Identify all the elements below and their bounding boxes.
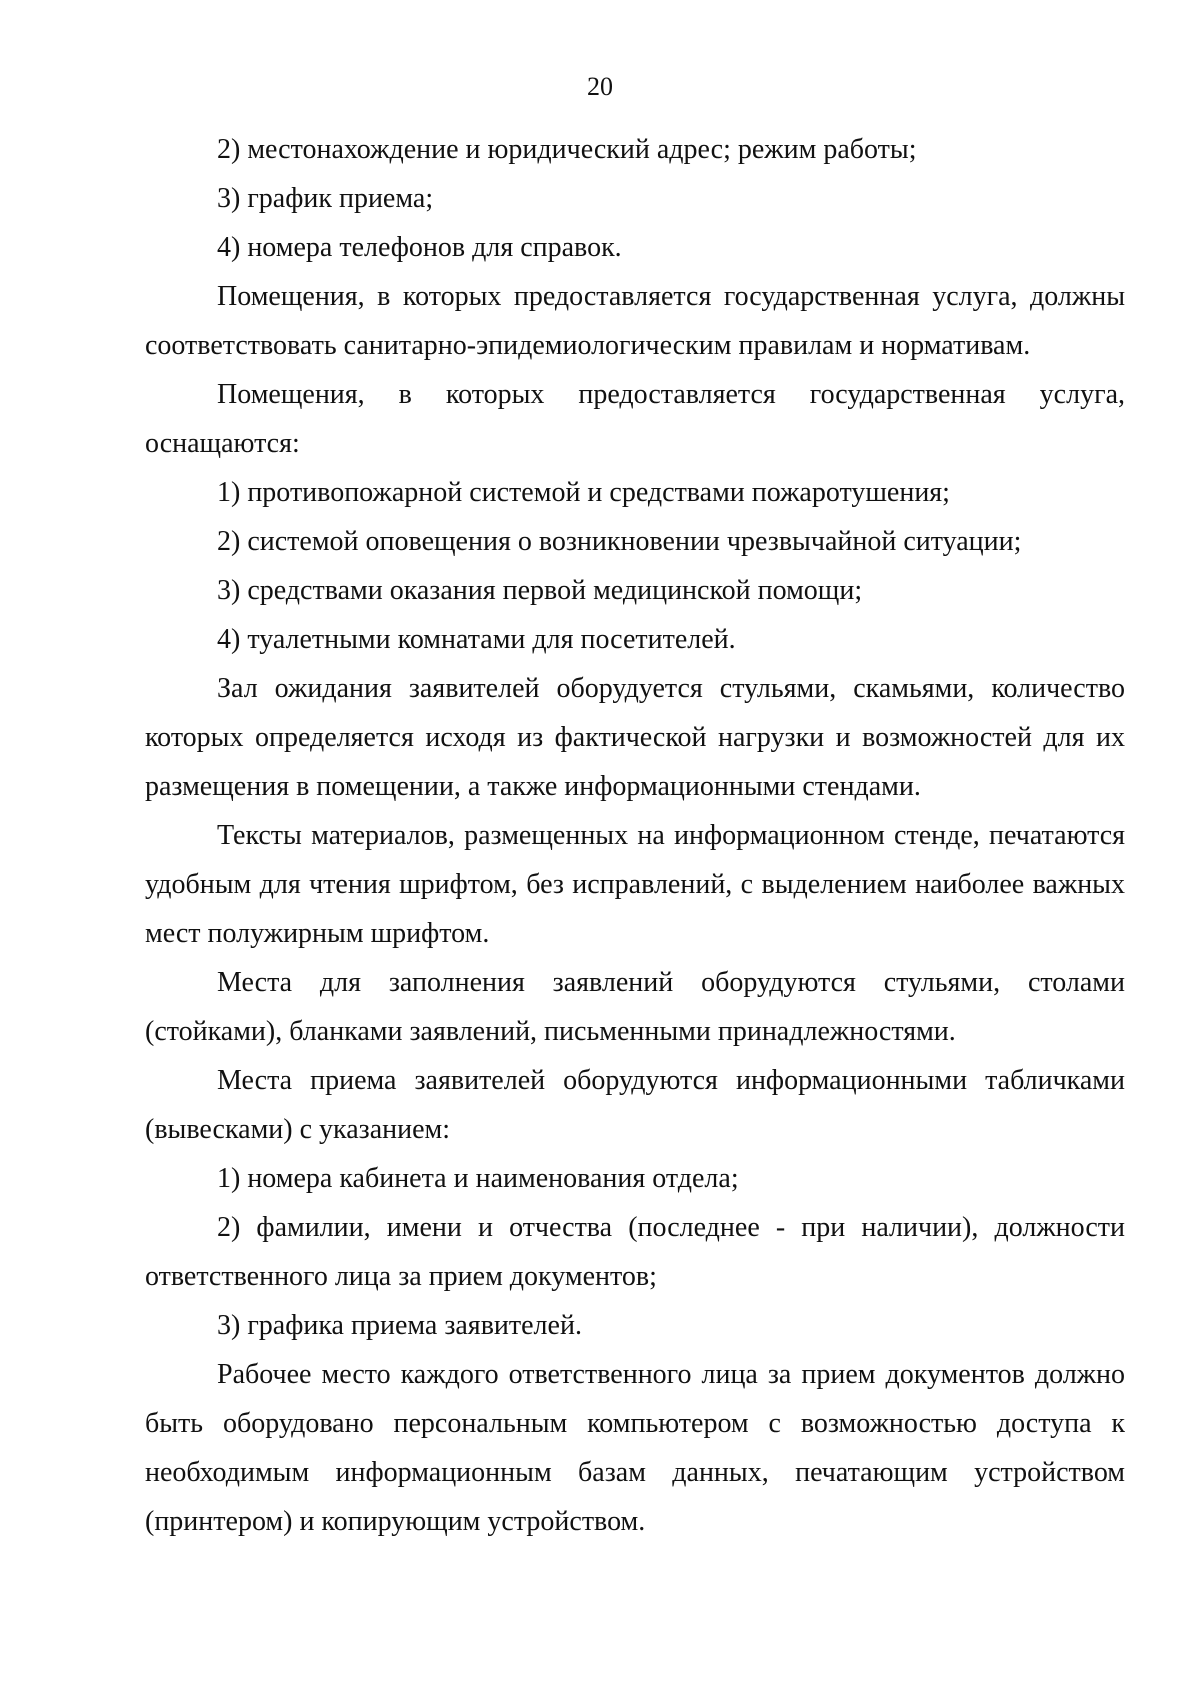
list-item-responsible-person: 2) фамилии, имени и отчества (последнее - при наличии), должности ответственного лица за прием документов;	[145, 1212, 1125, 1292]
document-body	[145, 125, 1125, 1546]
paragraph-application-places: Места для заполнения заявлений оборудуются стульями, столами (стойками), бланками заявлений, письменными принадлежностями.	[145, 967, 1125, 1047]
list-item-location: 2) местонахождение и юридический адрес; режим работы;	[217, 134, 917, 165]
list-item-office-number: 1) номера кабинета и наименования отдела;	[217, 1163, 739, 1194]
list-item-phones: 4) номера телефонов для справок.	[217, 232, 622, 263]
list-item-reception-schedule: 3) графика приема заявителей.	[217, 1310, 582, 1341]
list-item-schedule: 3) график приема;	[217, 183, 434, 214]
list-item-toilets: 4) туалетными комнатами для посетителей.	[217, 624, 736, 655]
list-item-fire-system: 1) противопожарной системой и средствами пожаротушения;	[217, 477, 950, 508]
paragraph-sanitary: Помещения, в которых предоставляется государственная услуга, должны соответствовать санитарно-эпидемиологическим правилам и нормативам.	[145, 281, 1125, 361]
paragraph-stand-texts: Тексты материалов, размещенных на информационном стенде, печатаются удобным для чтения шрифтом, без исправлений, с выделением наиболее важных мест полужирным шрифтом.	[145, 820, 1125, 949]
page-number: 20	[587, 72, 613, 101]
paragraph-workplace: Рабочее место каждого ответственного лица за прием документов должно быть оборудовано персональным компьютером с возможностью доступа к необходимым информационным базам данных, печатающим устройством (принтером) и копирующим устройством.	[145, 1359, 1125, 1537]
paragraph-waiting-hall: Зал ожидания заявителей оборудуется стульями, скамьями, количество которых определяется исходя из фактической нагрузки и возможностей для их размещения в помещении, а также информационными стендами.	[145, 673, 1125, 802]
list-item-alert-system: 2) системой оповещения о возникновении чрезвычайной ситуации;	[217, 526, 1022, 557]
paragraph-reception-signs: Места приема заявителей оборудуются информационными табличками (вывесками) с указанием:	[145, 1065, 1125, 1145]
list-item-first-aid: 3) средствами оказания первой медицинской помощи;	[217, 575, 863, 606]
paragraph-equipment-intro: Помещения, в которых предоставляется государственная услуга, оснащаются:	[145, 379, 1125, 459]
